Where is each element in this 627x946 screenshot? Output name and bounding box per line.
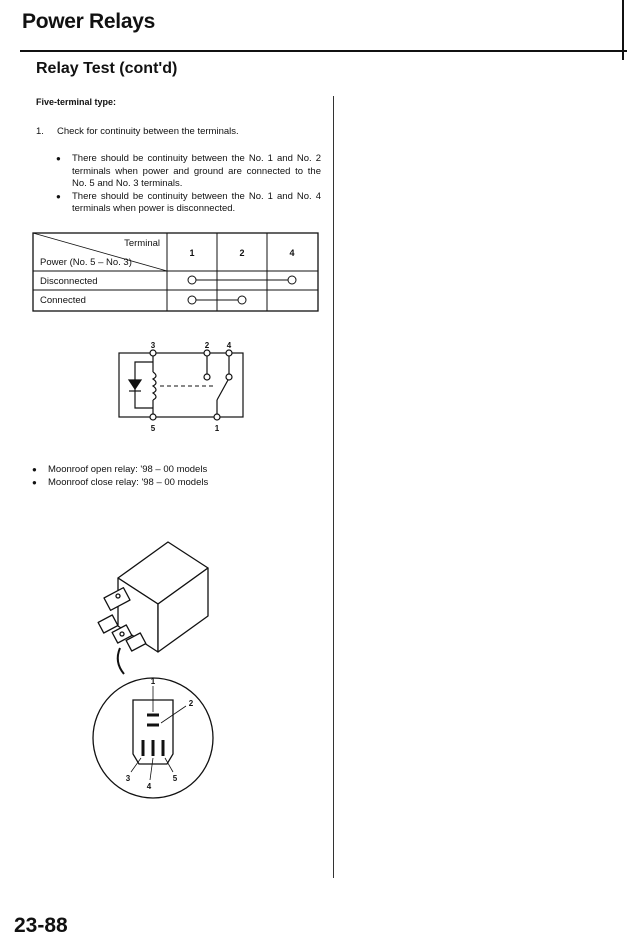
subheading: Five-terminal type:: [36, 97, 117, 107]
table-col-header: 4: [289, 248, 295, 258]
terminal-node: [226, 350, 232, 356]
schematic-label: 4: [226, 341, 232, 350]
step-number: 1.: [36, 126, 44, 137]
schematic-label: 2: [204, 341, 210, 350]
terminal-node: [204, 350, 210, 356]
terminal-circle: [188, 276, 196, 284]
schematic-label: 1: [214, 424, 220, 433]
bullet-item: ● There should be continuity between the No. 1 and No. 2 terminals when power and ground are connected to the No. 5 and No. 3 terminals.: [56, 153, 321, 191]
table-col-header: 1: [189, 248, 195, 258]
terminal-circle: [288, 276, 296, 284]
connector-label: 2: [188, 699, 194, 708]
step-text: Check for continuity between the terminals.: [57, 126, 239, 137]
table-row-label: Disconnected: [40, 276, 98, 287]
terminal-circle: [188, 296, 196, 304]
tab-hole: [120, 632, 124, 636]
schematic-label: 5: [150, 424, 156, 433]
table-col-header: 2: [239, 248, 245, 258]
table-corner-top: Terminal: [124, 238, 160, 249]
leader-line: [118, 648, 124, 674]
terminal-node: [214, 414, 220, 420]
connector-label: 5: [172, 774, 178, 783]
relay-schematic: [119, 350, 243, 420]
terminal-circle: [238, 296, 246, 304]
connector-label: 4: [146, 782, 152, 791]
switch-contact: [226, 374, 232, 380]
relay-illustration: [98, 542, 208, 674]
terminal-node: [150, 350, 156, 356]
section-title: Relay Test (cont'd): [36, 60, 178, 77]
switch-arm: [217, 380, 228, 400]
switch-contact: [204, 374, 210, 380]
bullet-item: ● There should be continuity between the No. 1 and No. 4 terminals when power is disconnected.: [56, 191, 321, 216]
connector-detail: [93, 678, 213, 798]
connector-label: 1: [150, 677, 156, 686]
terminal-node: [150, 414, 156, 420]
table-corner-bottom: Power (No. 5 – No. 3): [40, 257, 132, 268]
schematic-label: 3: [150, 341, 156, 350]
bullet-item: ● Moonroof open relay: '98 – 00 models: [32, 463, 208, 476]
tab-hole: [116, 594, 120, 598]
diode: [129, 380, 141, 389]
page-number: 23-88: [14, 914, 68, 937]
applicable-models: [32, 463, 208, 489]
coil: [153, 372, 156, 400]
connector-label: 3: [125, 774, 131, 783]
table-row-label: Connected: [40, 295, 86, 306]
page-title: Power Relays: [22, 10, 155, 33]
callout-line: [150, 758, 153, 780]
bullet-item: ● Moonroof close relay: '98 – 00 models: [32, 476, 208, 489]
